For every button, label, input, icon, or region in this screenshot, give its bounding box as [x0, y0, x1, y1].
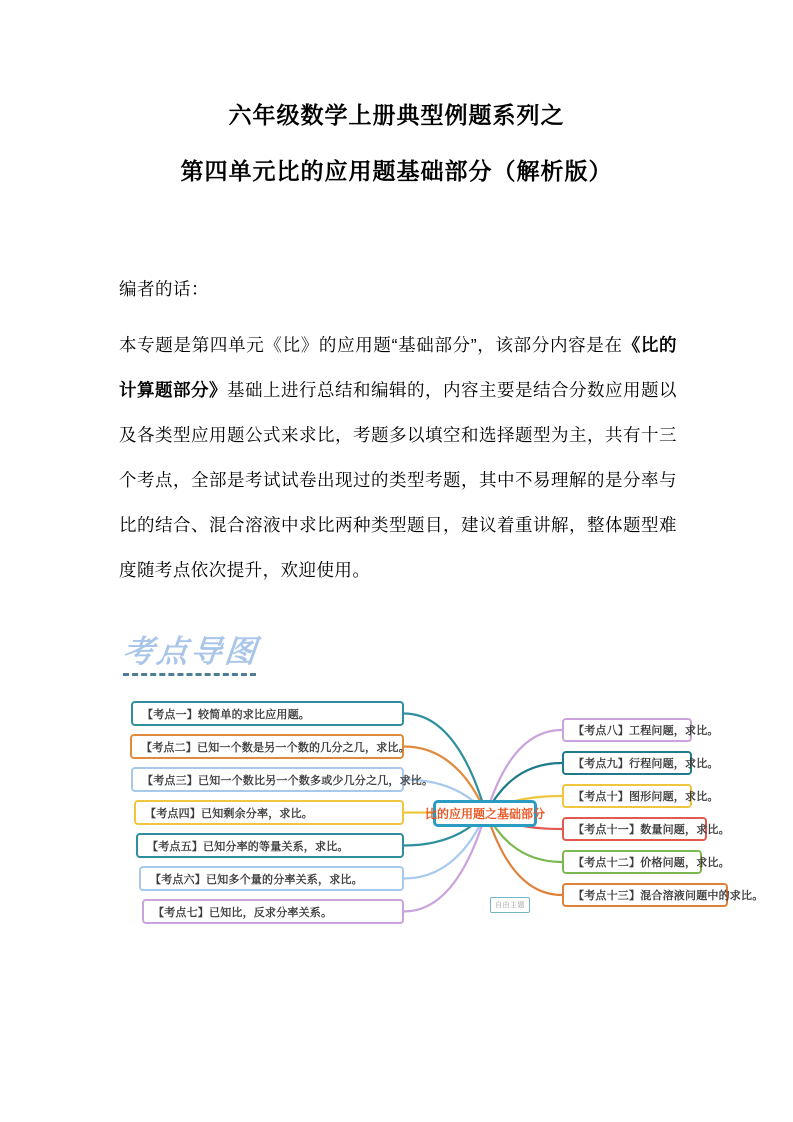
doc-title-line1: 六年级数学上册典型例题系列之	[228, 102, 565, 128]
mindmap-node-right-13: 【考点十三】混合溶液问题中的求比。	[562, 883, 728, 907]
connector-line	[486, 813, 562, 829]
wordart-dashed-underline	[123, 673, 256, 676]
mindmap-node-left-6: 【考点六】已知多个量的分率关系，求比。	[139, 866, 404, 891]
doc-title-line2: 第四单元比的应用题基础部分（解析版）	[180, 158, 613, 184]
connector-line	[486, 763, 562, 813]
mindmap-node-left-1: 【考点一】较简单的求比应用题。	[131, 701, 404, 726]
mindmap-node-right-10: 【考点十】图形问题，求比。	[562, 784, 692, 808]
mindmap-node-left-7: 【考点七】已知比，反求分率关系。	[142, 899, 404, 924]
mindmap-node-right-8: 【考点八】工程问题，求比。	[562, 718, 692, 742]
intro-paragraph-part2: 基础上进行总结和编辑的，内容主要是结合分数应用题以及各类型应用题公式来求比，考题多以填空和选择题型为主，共有十三个考点，全部是考试试卷出现过的类型考题，其中不易理解的是分率与比的结合、混合溶液中求比两种类型题目，建议着重讲解，整体题型难度随考点依次提升，欢迎使用。	[119, 380, 678, 580]
intro-paragraph-bold-booktitle: 《比的计算题部分》	[119, 335, 678, 400]
connector-line	[404, 813, 486, 814]
mindmap-node-left-4: 【考点四】已知剩余分率，求比。	[134, 800, 404, 825]
connector-line	[404, 780, 486, 814]
mindmap-floating-topic: 自由主题	[490, 897, 530, 913]
section-title-wordart: 考点导图	[120, 634, 261, 670]
mindmap-node-right-12: 【考点十二】价格问题，求比。	[562, 850, 702, 874]
mindmap-node-right-9: 【考点九】行程问题，求比。	[562, 751, 692, 775]
mindmap-node-left-5: 【考点五】已知分率的等量关系，求比。	[136, 833, 404, 858]
connector-line	[404, 813, 486, 846]
connector-line	[404, 714, 486, 814]
connector-line	[486, 813, 562, 862]
connector-line	[486, 813, 562, 895]
mindmap-node-left-2: 【考点二】已知一个数是另一个数的几分之几，求比。	[130, 734, 404, 759]
intro-paragraph-part1: 本专题是第四单元《比》的应用题“基础部分”，该部分内容是在	[119, 335, 623, 355]
connector-line	[404, 813, 486, 912]
editor-heading: 编者的话：	[119, 279, 209, 299]
intro-paragraph	[119, 323, 677, 593]
connector-line	[404, 813, 486, 879]
connector-line	[486, 796, 562, 813]
connector-line	[404, 747, 486, 814]
mindmap-center-node: 比的应用题之基础部分	[433, 800, 537, 827]
mindmap-node-right-11: 【考点十一】数量问题，求比。	[562, 817, 707, 841]
connector-line	[486, 730, 562, 813]
mindmap-node-left-3: 【考点三】已知一个数比另一个数多或少几分之几，求比。	[131, 767, 404, 792]
